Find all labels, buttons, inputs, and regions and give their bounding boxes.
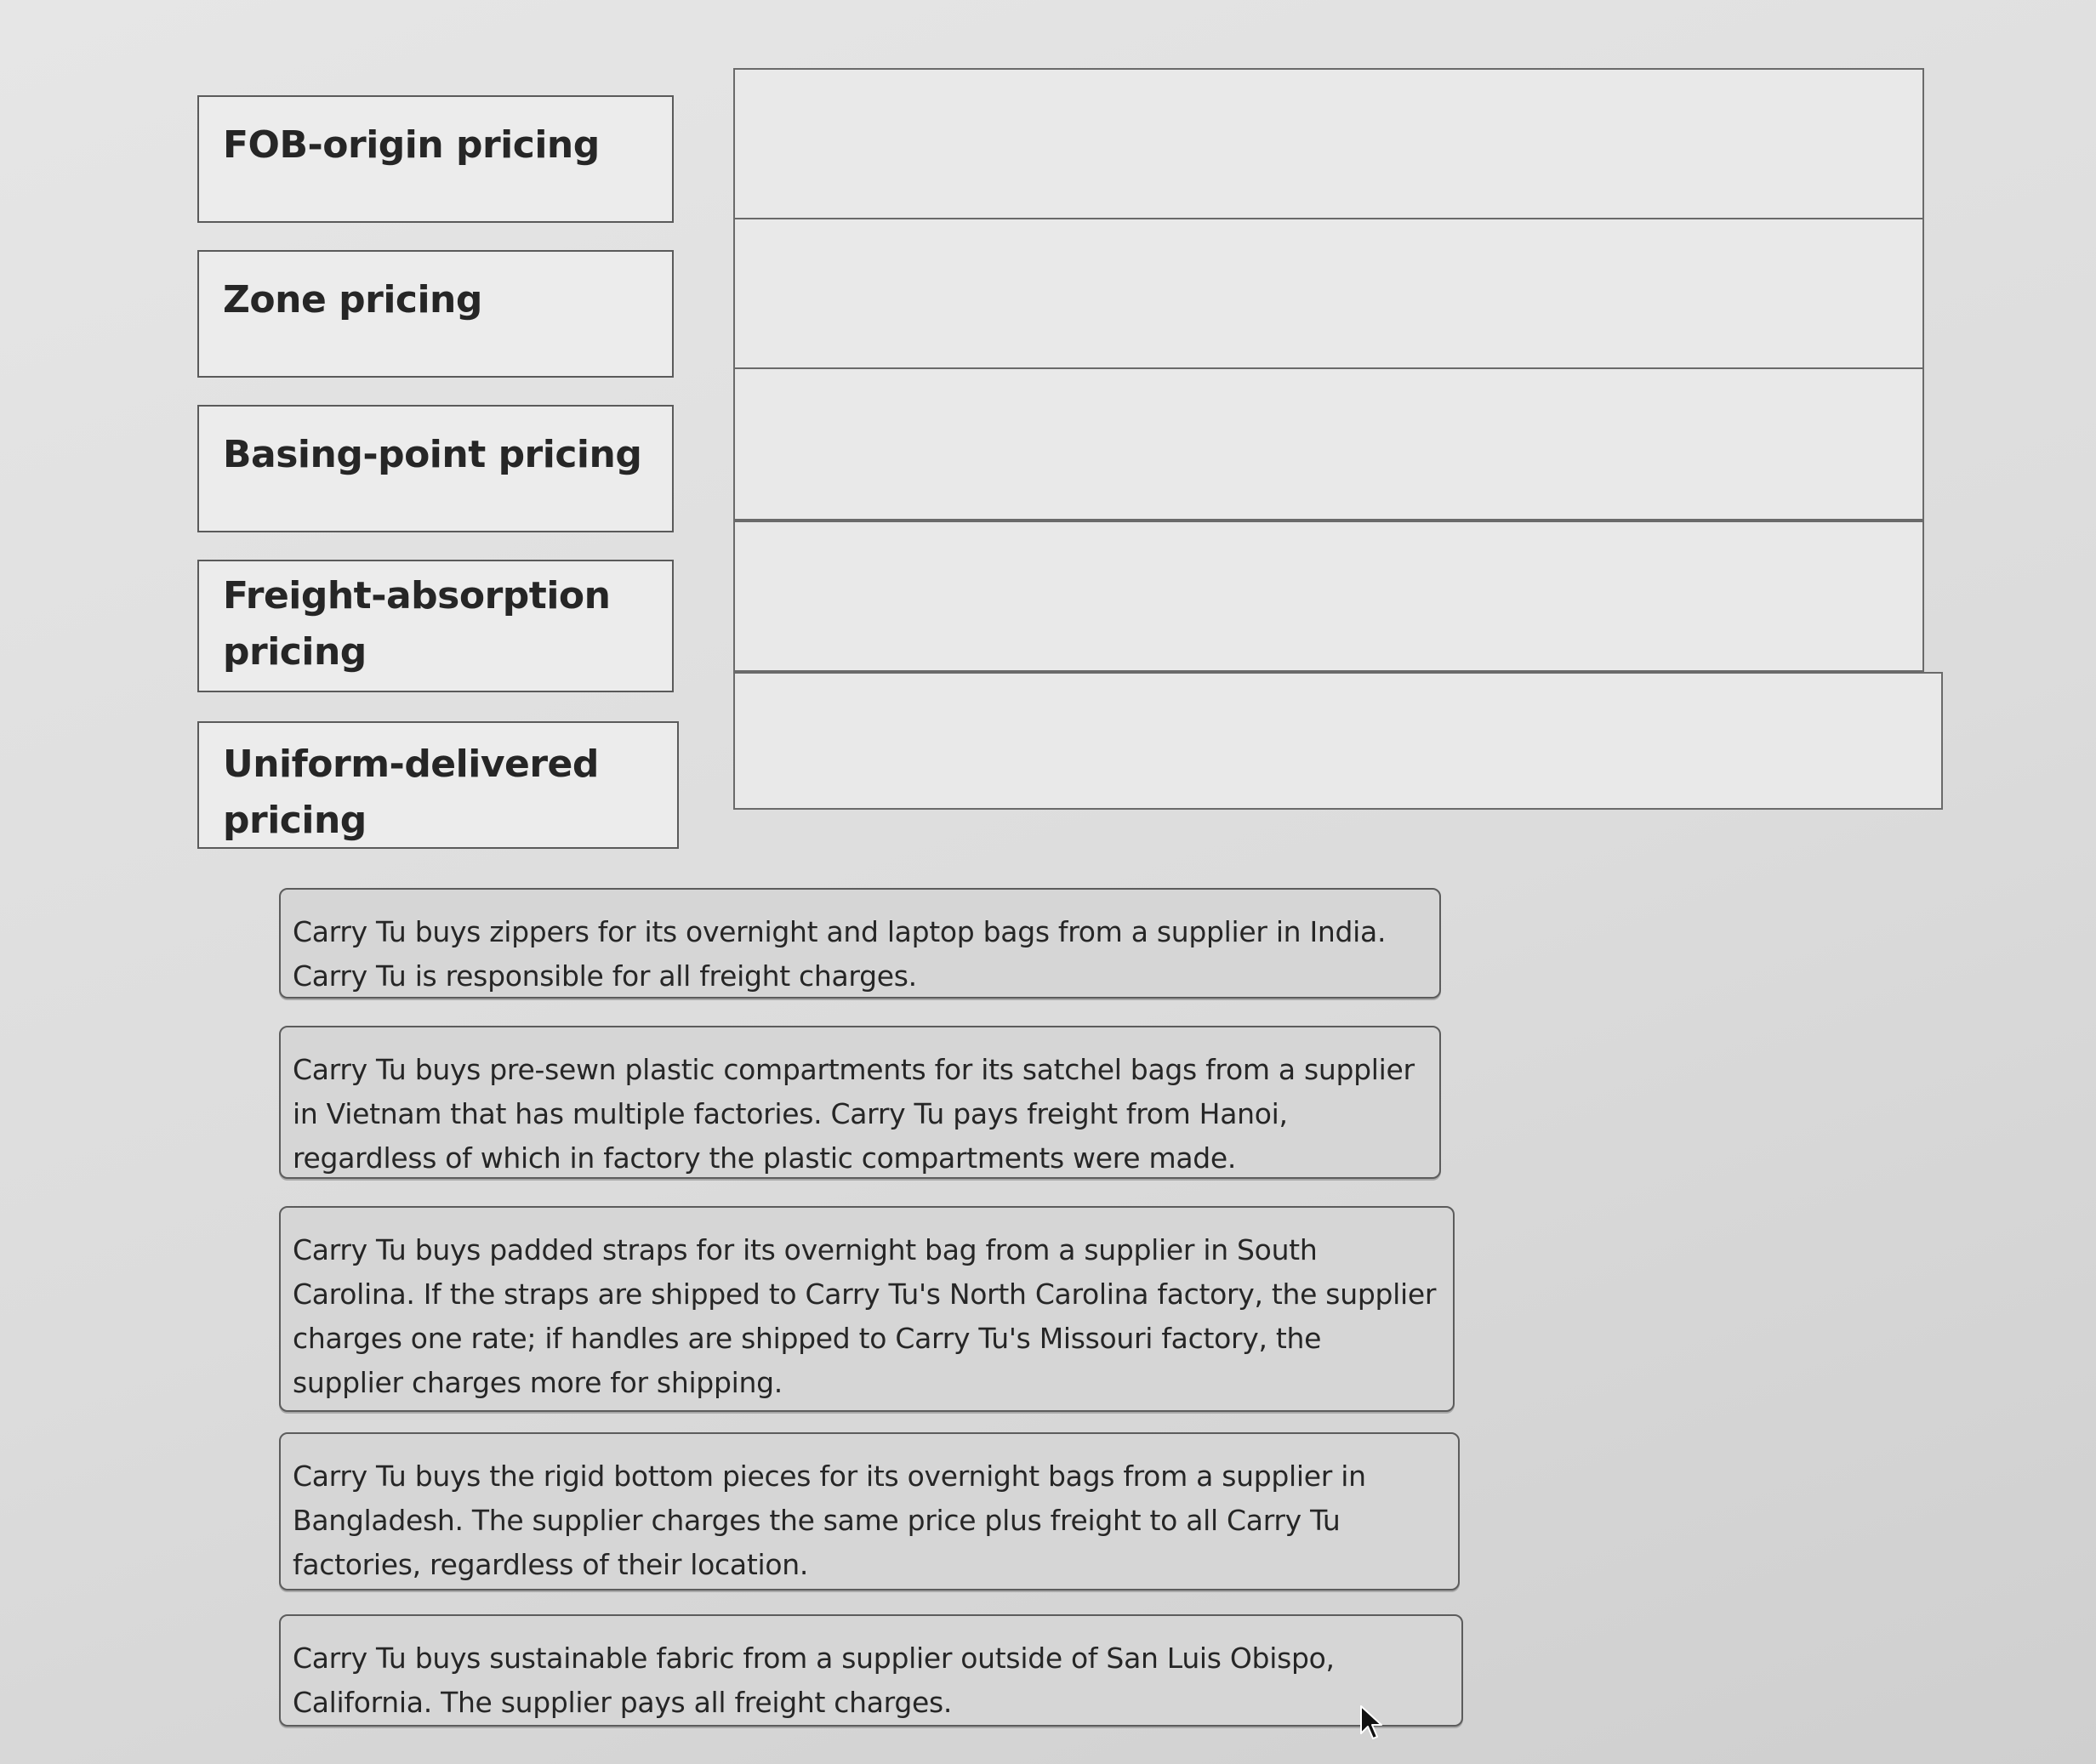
scenario-card-rigid-bottom[interactable]: Carry Tu buys the rigid bottom pieces for its overnight bags from a supplier in Bangladesh. The supplier charges the same price plus freight to all Carry Tu factories, regardless of their location.	[279, 1432, 1460, 1590]
drop-target-basing-point[interactable]	[733, 367, 1924, 521]
term-freight-absorption: Freight-absorption pricing	[197, 560, 674, 692]
term-fob-origin: FOB-origin pricing	[197, 95, 674, 223]
term-uniform-delivered: Uniform-delivered pricing	[197, 721, 679, 849]
drop-target-fob-origin[interactable]	[733, 68, 1924, 221]
scenario-card-padded-straps[interactable]: Carry Tu buys padded straps for its overnight bag from a supplier in South Carolina. If the straps are shipped to Carry Tu's North Carolina factory, the supplier charges one rate; if handles are shipped to Carry Tu's Missouri factory, the supplier charges more for shipping.	[279, 1206, 1455, 1412]
scenario-card-sustainable-fabric[interactable]: Carry Tu buys sustainable fabric from a supplier outside of San Luis Obispo, California. The supplier pays all freight charges.	[279, 1614, 1463, 1727]
drop-target-freight-absorption[interactable]	[733, 521, 1924, 672]
mouse-pointer-icon	[1359, 1704, 1385, 1742]
term-zone: Zone pricing	[197, 250, 674, 378]
term-basing-point: Basing-point pricing	[197, 405, 674, 532]
scenario-card-plastic-compartments[interactable]: Carry Tu buys pre-sewn plastic compartments for its satchel bags from a supplier in Vietnam that has multiple factories. Carry Tu pays freight from Hanoi, regardless of which in factory the plastic compartments were made.	[279, 1026, 1441, 1179]
scenario-card-zippers[interactable]: Carry Tu buys zippers for its overnight and laptop bags from a supplier in India. Carry Tu is responsible for all freight charges.	[279, 888, 1441, 999]
drop-target-uniform-delivered[interactable]	[733, 672, 1943, 810]
drop-target-zone[interactable]	[733, 218, 1924, 371]
